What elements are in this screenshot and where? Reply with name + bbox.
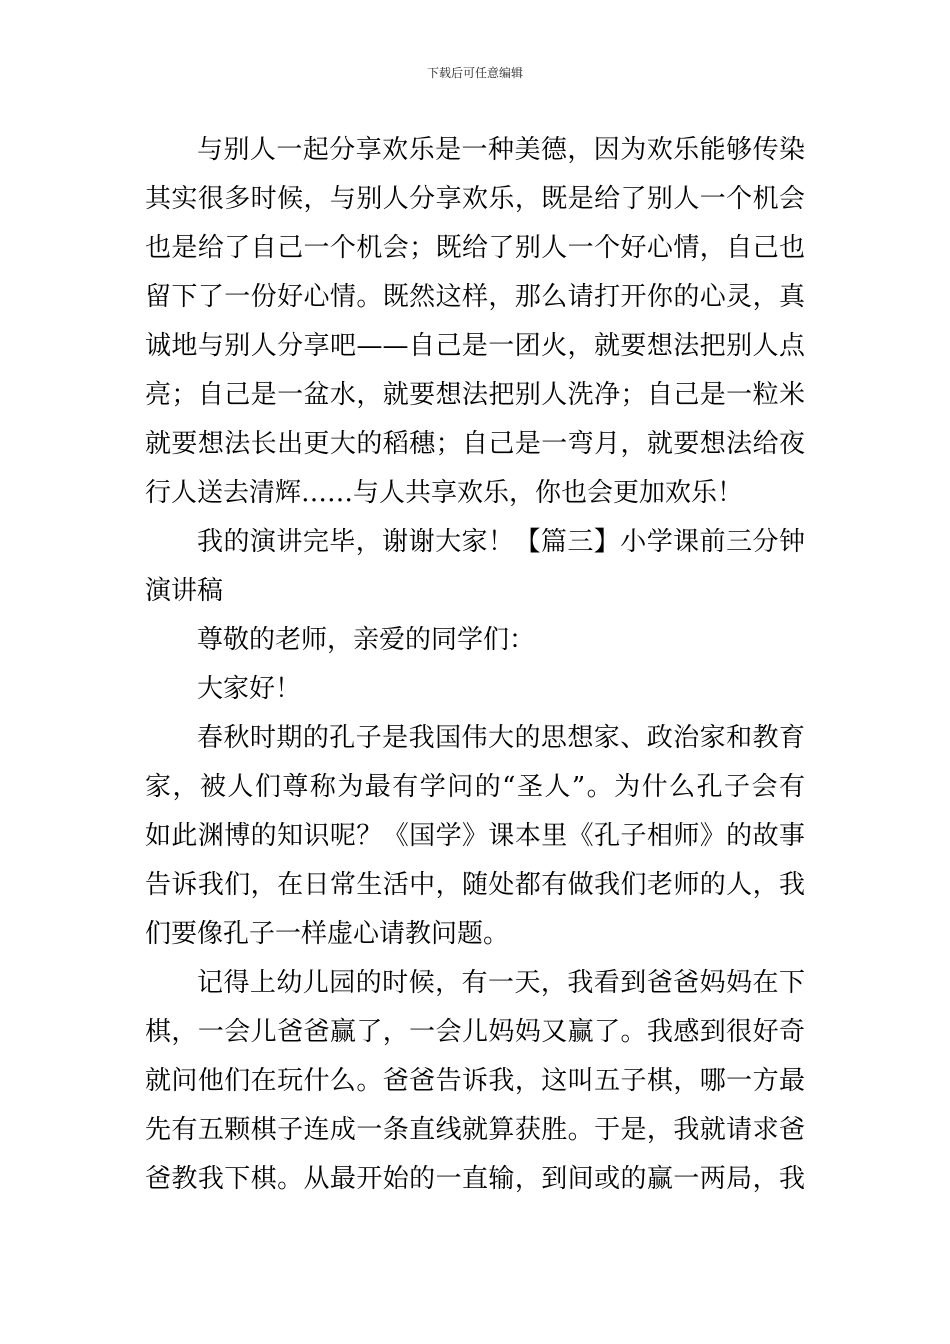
text-line: 大家好！ <box>197 674 302 704</box>
text-line: 爸教我下棋。从最开始的一直输，到间或的赢一两局，我 <box>145 1164 805 1194</box>
text-line: 行人送去清辉……与人共享欢乐，你也会更加欢乐！ <box>145 478 744 508</box>
text-line: 留下了一份好心情。既然这样，那么请打开你的心灵，真 <box>145 282 805 312</box>
text-line: 就问他们在玩什么。爸爸告诉我，这叫五子棋，哪一方最 <box>145 1066 805 1096</box>
text-line: 诚地与别人分享吧——自己是一团火，就要想法把别人点 <box>145 331 805 361</box>
text-line: 家，被人们尊称为最有学问的“圣人”。为什么孔子会有 <box>145 772 805 802</box>
text-line: 如此渊博的知识呢？《国学》课本里《孔子相师》的故事 <box>145 821 805 851</box>
text-line: 棋，一会儿爸爸赢了，一会儿妈妈又赢了。我感到很好奇 <box>145 1017 805 1047</box>
text-line: 其实很多时候，与别人分享欢乐，既是给了别人一个机会 <box>145 184 805 214</box>
text-line: 记得上幼儿园的时候，有一天，我看到爸爸妈妈在下 <box>197 968 805 998</box>
text-line: 亮；自己是一盆水，就要想法把别人洗净；自己是一粒米 <box>145 380 805 410</box>
text-line: 与别人一起分享欢乐是一种美德，因为欢乐能够传染 <box>197 135 805 165</box>
text-line: 尊敬的老师，亲爱的同学们： <box>197 625 536 655</box>
text-line: 演讲稿 <box>145 576 224 606</box>
text-line: 我的演讲完毕，谢谢大家！【篇三】小学课前三分钟 <box>197 527 805 557</box>
text-line: 们要像孔子一样虚心请教问题。 <box>145 919 510 949</box>
text-line: 也是给了自己一个机会；既给了别人一个好心情，自己也 <box>145 233 805 263</box>
text-line: 就要想法长出更大的稻穗；自己是一弯月，就要想法给夜 <box>145 429 805 459</box>
text-line: 春秋时期的孔子是我国伟大的思想家、政治家和教育 <box>197 723 805 753</box>
page-header: 下载后可任意编辑 <box>426 66 523 80</box>
text-line: 先有五颗棋子连成一条直线就算获胜。于是，我就请求爸 <box>145 1115 805 1145</box>
text-line: 告诉我们，在日常生活中，随处都有做我们老师的人，我 <box>145 870 805 900</box>
document-body <box>145 126 805 1204</box>
